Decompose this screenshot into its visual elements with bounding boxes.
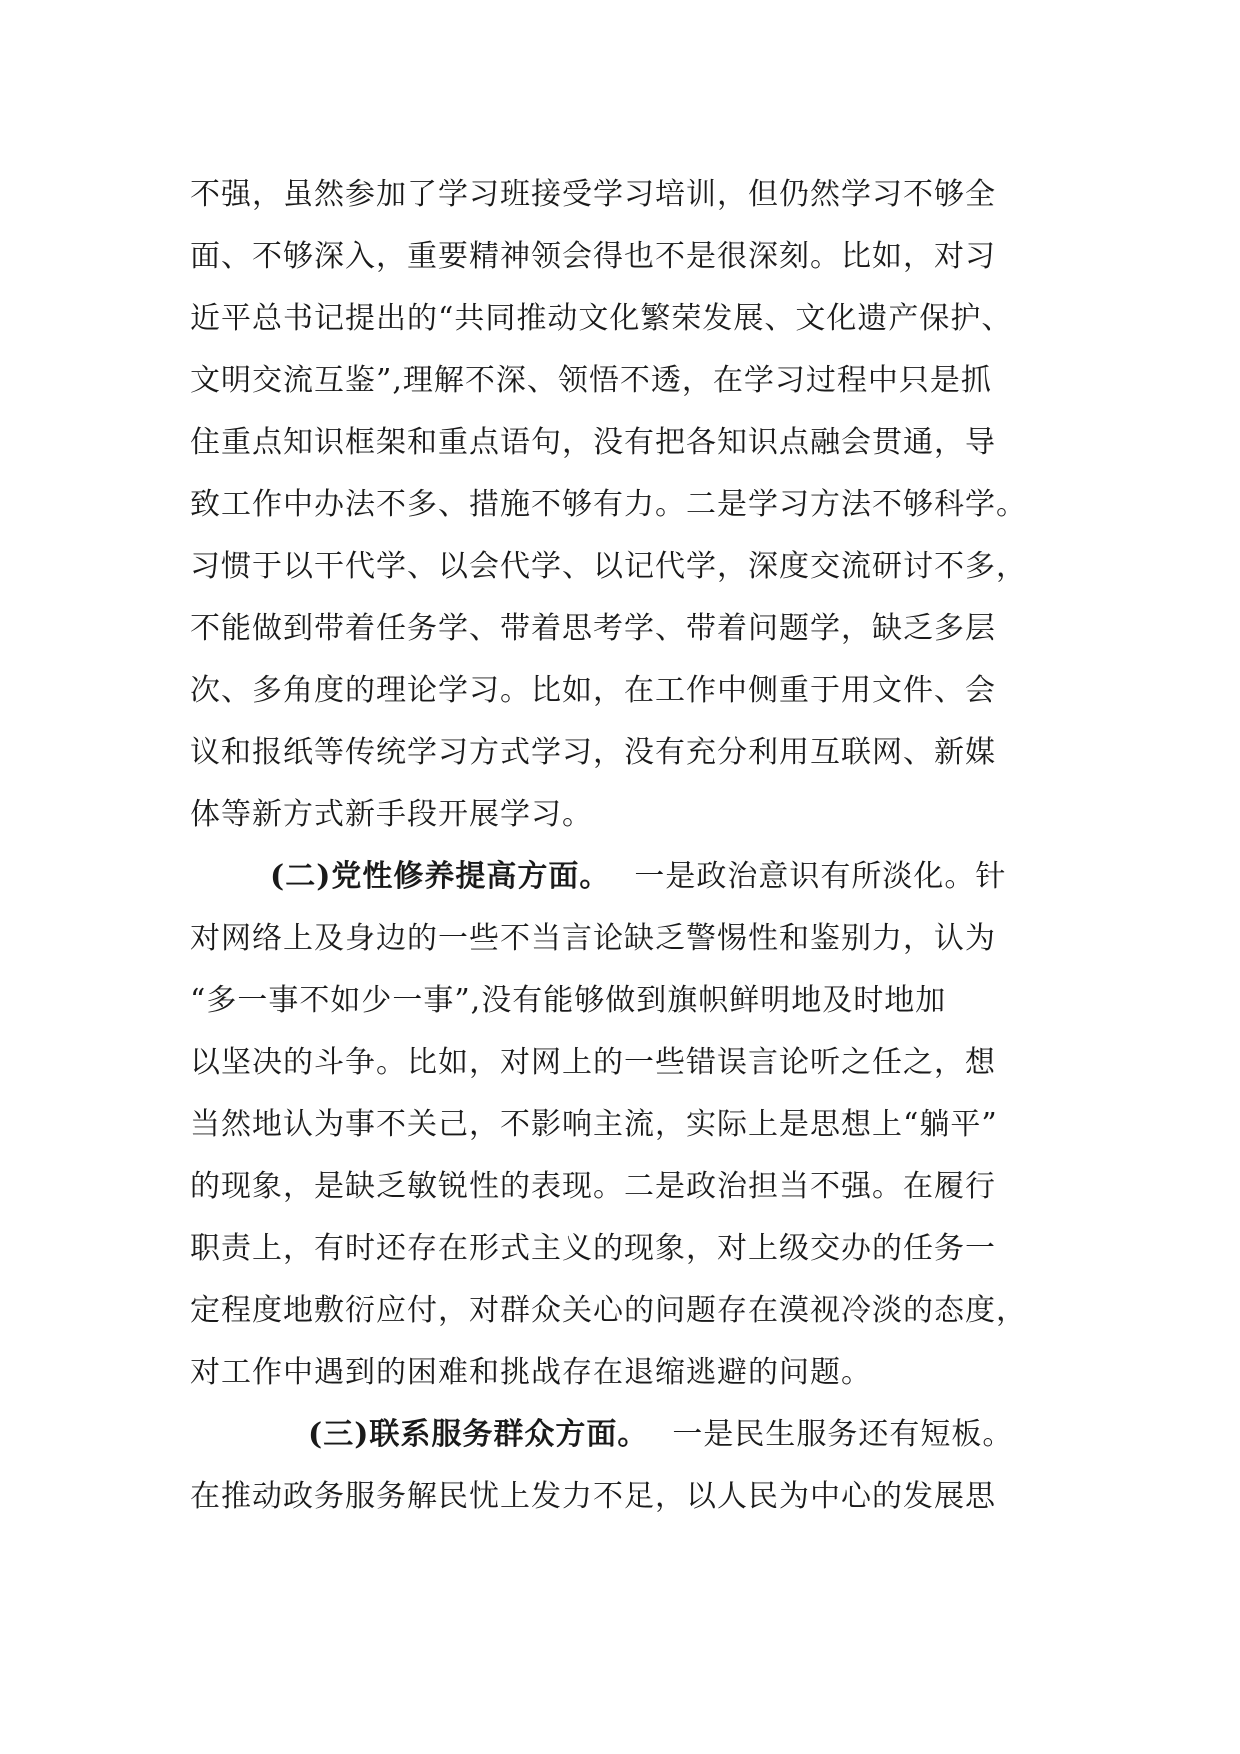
- text-line: [190, 474, 1070, 536]
- section-heading: (三)联系服务群众方面。: [308, 1417, 649, 1452]
- text-line: [190, 288, 1070, 350]
- text-line: [190, 598, 1070, 660]
- document-body: [190, 164, 1070, 1528]
- line-text: 定程度地敷衍应付，对群众关心的问题存在漠视冷淡的态度，: [190, 1293, 1027, 1328]
- text-line: [190, 908, 1070, 970]
- section-heading: (二)党性修养提高方面。: [270, 859, 611, 894]
- line-text: “多一事不如少一事”,没有能够做到旗帜鲜明地及时地加: [190, 983, 947, 1018]
- line-text: 不强，虽然参加了学习班接受学习培训，但仍然学习不够全: [190, 177, 996, 212]
- text-line: [190, 1342, 1070, 1404]
- text-line: [190, 226, 1070, 288]
- section-heading-line: [190, 1404, 1070, 1466]
- line-text: 对网络上及身边的一些不当言论缺乏警惕性和鉴别力，认为: [190, 921, 996, 956]
- text-line: [190, 660, 1070, 722]
- text-line: [190, 1280, 1070, 1342]
- line-text: 对工作中遇到的困难和挑战存在退缩逃避的问题。: [190, 1355, 872, 1390]
- text-line: [190, 536, 1070, 598]
- line-text: 当然地认为事不关己，不影响主流，实际上是思想上“躺平”: [190, 1107, 998, 1142]
- line-text: 体等新方式新手段开展学习。: [190, 797, 593, 832]
- text-line: [190, 1218, 1070, 1280]
- line-text: 一是民生服务还有短板。: [672, 1417, 1014, 1452]
- line-text: 文明交流互鉴”,理解不深、领悟不透，在学习过程中只是抓: [190, 363, 992, 398]
- text-line: [190, 1032, 1070, 1094]
- line-text: 面、不够深入，重要精神领会得也不是很深刻。比如，对习: [190, 239, 996, 274]
- line-text: 一是政治意识有所淡化。针: [634, 859, 1007, 894]
- line-text: 的现象，是缺乏敏锐性的表现。二是政治担当不强。在履行: [190, 1169, 996, 1204]
- line-text: 在推动政务服务解民忧上发力不足，以人民为中心的发展思: [190, 1479, 996, 1514]
- line-text: 习惯于以干代学、以会代学、以记代学，深度交流研讨不多，: [190, 549, 1027, 584]
- text-line: [190, 784, 1070, 846]
- line-text: 次、多角度的理论学习。比如，在工作中侧重于用文件、会: [190, 673, 996, 708]
- text-line: [190, 350, 1070, 412]
- line-text: 住重点知识框架和重点语句，没有把各知识点融会贯通，导: [190, 425, 996, 460]
- text-line: [190, 1466, 1070, 1528]
- section-heading-line: [190, 846, 1070, 908]
- line-text: 议和报纸等传统学习方式学习，没有充分利用互联网、新媒: [190, 735, 996, 770]
- text-line: [190, 1156, 1070, 1218]
- line-text: 致工作中办法不多、措施不够有力。二是学习方法不够科学。: [190, 487, 1027, 522]
- text-line: [190, 1094, 1070, 1156]
- text-line: [190, 970, 1070, 1032]
- line-text: 不能做到带着任务学、带着思考学、带着问题学，缺乏多层: [190, 611, 996, 646]
- text-line: [190, 412, 1070, 474]
- line-text: 以坚决的斗争。比如，对网上的一些错误言论听之任之，想: [190, 1045, 996, 1080]
- text-line: [190, 164, 1070, 226]
- text-line: [190, 722, 1070, 784]
- line-text: 近平总书记提出的“共同推动文化繁荣发展、文化遗产保护、: [190, 301, 1013, 336]
- line-text: 职责上，有时还存在形式主义的现象，对上级交办的任务一: [190, 1231, 996, 1266]
